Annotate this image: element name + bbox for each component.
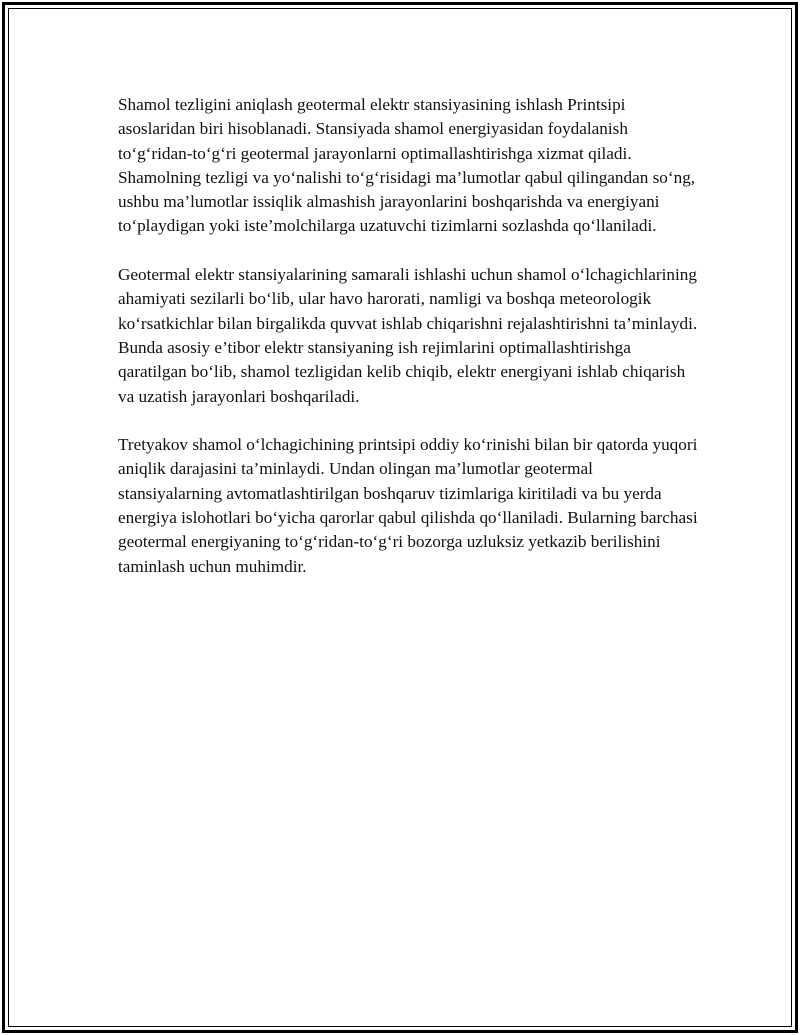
paragraph-3: Tretyakov shamol o‘lchagichining printsipi oddiy ko‘rinishi bilan bir qatorda yuqori aniqlik darajasini ta’minlaydi. Undan olingan ma’lumotlar geotermal stansiyalarning avtomatlashtirilgan boshqaruv tizimlariga kiritiladi va bu yerda energiya islohotlari bo‘yicha qarorlar qabul qilishda qo‘llaniladi. Bularning barchasi geotermal energiyaning to‘g‘ridan-to‘g‘ri bozorga uzluksiz yetkazib berilishini taminlash uchun muhimdir. xyxy=(118,435,698,576)
paragraph-2: Geotermal elektr stansiyalarining samarali ishlashi uchun shamol o‘lchagichlarining ahamiyati sezilarli bo‘lib, ular havo harorati, namligi va boshqa meteorologik ko‘rsatkichlar bilan birgalikda quvvat ishlab chiqarishni rejalashtirishni ta’minlaydi. Bunda asosiy e’tibor elektr stansiyaning ish rejimlarini optimallashtirishga qaratilgan bo‘lib, shamol tezligidan kelib chiqib, elektr energiyani ishlab chiqarish va uzatish jarayonlari boshqariladi. xyxy=(118,265,698,406)
paragraph-1: Shamol tezligini aniqlash geotermal elektr stansiyasining ishlash Printsipi asoslaridan biri hisoblanadi. Stansiyada shamol energiyasidan foydalanish to‘g‘ridan-to‘g‘ri geotermal jarayonlarni optimallashtirishga xizmat qiladi. Shamolning tezligi va yo‘nalishi to‘g‘risidagi ma’lumotlar qabul qilingandan so‘ng, ushbu ma’lumotlar issiqlik almashish jarayonlarini boshqarishda va energiyani to‘playdigan yoki iste’molchilarga uzatuvchi tizimlarni sozlashda qo‘llaniladi. xyxy=(118,95,696,236)
document-body xyxy=(118,93,698,603)
